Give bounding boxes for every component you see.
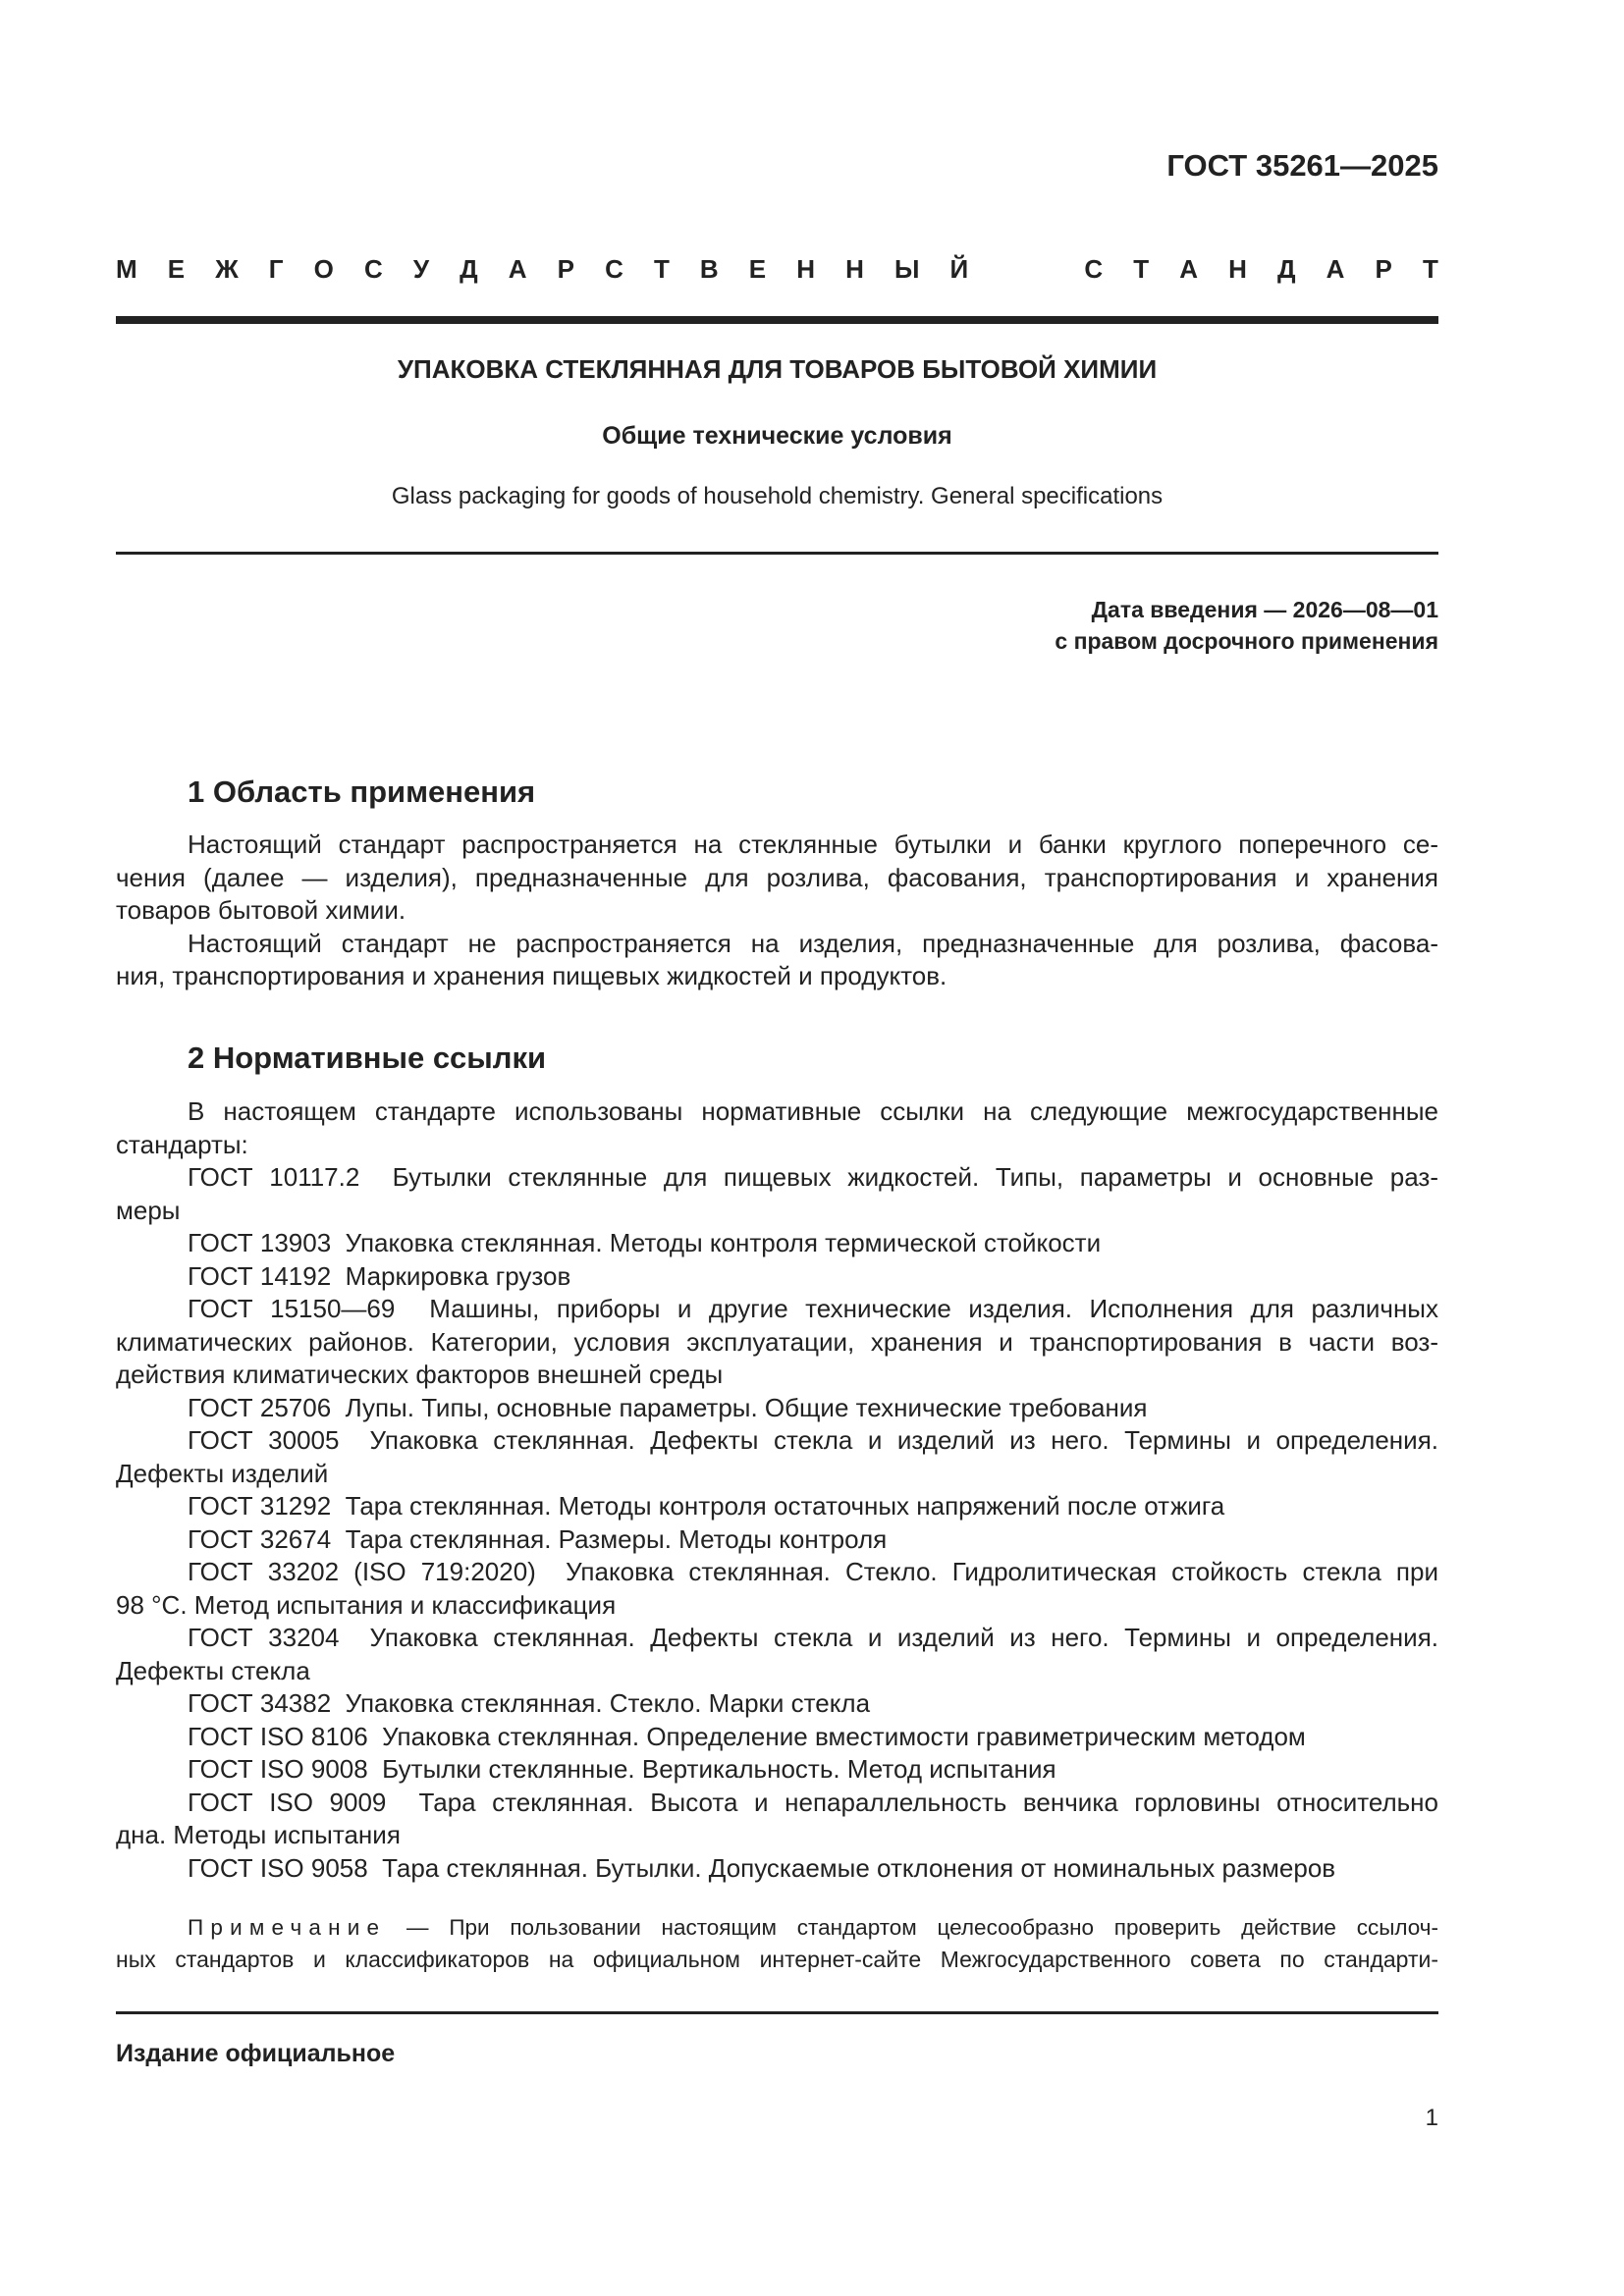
banner-letter: Р — [557, 254, 574, 284]
note-block — [116, 1912, 1438, 1975]
document-subtitle: Общие технические условия — [602, 422, 952, 450]
reference-code: ГОСТ ISO 9008 — [188, 1754, 368, 1784]
section-2-intro-line: В настоящем стандарте использованы нормативные ссылки на следующие межгосударственные — [188, 1096, 1438, 1126]
reference-title: Упаковка стеклянная. Определение вместимости гравиметрическим методом — [382, 1721, 1306, 1751]
introduction-date-block — [1055, 594, 1438, 657]
reference-line — [116, 1392, 1438, 1425]
header-rule — [116, 316, 1438, 324]
banner-letter: А — [508, 254, 527, 284]
reference-title: Упаковка стеклянная. Дефекты стекла и изделий из него. Термины и определения. — [369, 1623, 1438, 1652]
introduction-date: Дата введения — 2026—08—01 — [1091, 597, 1438, 622]
reference-title: Бутылки стеклянные. Вертикальность. Метод испытания — [382, 1754, 1056, 1784]
note-line — [116, 1944, 1438, 1975]
reference-code: ГОСТ 14192 — [188, 1260, 332, 1291]
banner-letter: Е — [167, 254, 186, 284]
footer-rule — [116, 2011, 1438, 2014]
banner-letter: С — [363, 254, 383, 284]
title-rule — [116, 552, 1438, 555]
page-number: 1 — [1425, 2105, 1438, 2131]
reference-line — [116, 1687, 1438, 1721]
reference-code: ГОСТ 30005 — [188, 1425, 340, 1455]
banner-letter: А — [1179, 254, 1199, 284]
reference-code: ГОСТ 33204 — [188, 1623, 340, 1652]
section-1-paragraph-2-line: Настоящий стандарт не распространяется на изделия, предназначенные для розлива, фасова- — [188, 928, 1438, 958]
banner-letter: Р — [1375, 254, 1392, 284]
reference-title: Упаковка стеклянная. Стекло. Марки стекла — [345, 1688, 871, 1718]
standard-banner — [116, 254, 1438, 284]
note-text: — При пользовании настоящим стандартом целесообразно проверить действие ссылоч- — [406, 1915, 1438, 1940]
reference-line — [116, 1589, 1438, 1623]
reference-title: 98 °С. Метод испытания и классификация — [116, 1589, 617, 1620]
banner-letter: Т — [1422, 254, 1438, 284]
reference-title: Упаковка стеклянная. Стекло. Гидролитическая стойкость стекла при — [566, 1557, 1438, 1586]
note-label: Примечание — [188, 1915, 387, 1940]
reference-title: Тара стеклянная. Бутылки. Допускаемые отклонения от номинальных размеров — [382, 1852, 1336, 1883]
reference-title: Тара стеклянная. Высота и непараллельность венчика горловины относительно — [418, 1787, 1438, 1817]
reference-line — [116, 1424, 1438, 1458]
banner-letter: В — [699, 254, 719, 284]
banner-letter: Г — [268, 254, 284, 284]
reference-code: ГОСТ 33202 (ISO 719:2020) — [188, 1557, 536, 1586]
reference-title: Дефекты стекла — [116, 1655, 310, 1685]
reference-code: ГОСТ 32674 — [188, 1523, 332, 1554]
banner-letter: Е — [748, 254, 767, 284]
reference-title: меры — [116, 1195, 181, 1225]
reference-line — [116, 1260, 1438, 1294]
reference-line — [116, 1293, 1438, 1326]
reference-line — [116, 1227, 1438, 1260]
reference-code: ГОСТ 31292 — [188, 1491, 332, 1521]
banner-letter: А — [1326, 254, 1345, 284]
banner-letter: Ы — [893, 254, 920, 284]
banner-letter: У — [412, 254, 430, 284]
banner-gap — [999, 254, 1054, 284]
reference-line — [116, 1490, 1438, 1523]
reference-title: Лупы. Типы, основные параметры. Общие технические требования — [345, 1392, 1148, 1422]
banner-letter: Н — [1228, 254, 1247, 284]
note-text: ных стандартов и классификаторов на официальном интернет-сайте Межгосударственного совета по стандарти- — [116, 1947, 1438, 1972]
reference-title: климатических районов. Категории, условия эксплуатации, хранения и транспортирования в части воз- — [116, 1326, 1438, 1357]
reference-line — [116, 1161, 1438, 1195]
reference-line — [116, 1852, 1438, 1886]
early-application-note: с правом досрочного применения — [1055, 628, 1438, 654]
reference-code: ГОСТ 10117.2 — [188, 1162, 360, 1192]
reference-title: действия климатических факторов внешней среды — [116, 1360, 724, 1389]
reference-line — [116, 1523, 1438, 1557]
document-number: ГОСТ 35261—2025 — [1166, 148, 1438, 183]
banner-letter: Д — [1277, 254, 1296, 284]
reference-line — [116, 1721, 1438, 1754]
document-title: УПАКОВКА СТЕКЛЯННАЯ ДЛЯ ТОВАРОВ БЫТОВОЙ ХИМИИ — [397, 354, 1158, 384]
note-line — [116, 1912, 1438, 1944]
reference-line — [116, 1622, 1438, 1655]
banner-letter: М — [116, 254, 137, 284]
section-1-heading: 1 Область применения — [188, 774, 536, 809]
banner-letter: О — [313, 254, 334, 284]
banner-letter: Т — [1133, 254, 1150, 284]
reference-title: Бутылки стеклянные для пищевых жидкостей. Типы, параметры и основные раз- — [392, 1162, 1438, 1192]
reference-code: ГОСТ 13903 — [188, 1228, 332, 1257]
reference-line — [116, 1556, 1438, 1589]
reference-title: Тара стеклянная. Размеры. Методы контроля — [345, 1523, 888, 1554]
section-1-paragraph-1-line: Настоящий стандарт распространяется на стеклянные бутылки и банки круглого поперечного се- — [188, 829, 1438, 859]
reference-code: ГОСТ 15150—69 — [188, 1294, 396, 1323]
banner-letter: Т — [653, 254, 670, 284]
reference-code: ГОСТ ISO 9058 — [188, 1852, 368, 1883]
banner-letter: С — [605, 254, 623, 284]
section-2-heading: 2 Нормативные ссылки — [188, 1041, 547, 1075]
reference-line — [116, 1787, 1438, 1820]
section-2-body — [116, 1095, 1438, 1885]
section-1-body — [116, 828, 1438, 993]
edition-label: Издание официальное — [116, 2040, 396, 2067]
banner-letter: С — [1084, 254, 1104, 284]
reference-title: дна. Методы испытания — [116, 1820, 401, 1849]
reference-line — [116, 1753, 1438, 1787]
reference-line — [116, 1819, 1438, 1852]
banner-letter: Н — [845, 254, 864, 284]
reference-title: Тара стеклянная. Методы контроля остаточных напряжений после отжига — [345, 1491, 1225, 1521]
reference-code: ГОСТ 34382 — [188, 1688, 332, 1718]
reference-title: Дефекты изделий — [116, 1458, 329, 1488]
banner-letter: Ж — [215, 254, 239, 284]
section-2-intro-line: стандарты: — [116, 1129, 248, 1159]
section-1-paragraph-1-line: товаров бытовой химии. — [116, 895, 406, 925]
reference-code: ГОСТ ISO 9009 — [188, 1787, 387, 1817]
section-1-paragraph-1-line: чения (далее — изделия), предназначенные для розлива, фасования, транспортирования и хранения — [116, 862, 1438, 892]
banner-letter: Н — [796, 254, 816, 284]
reference-line — [116, 1359, 1438, 1392]
reference-title: Упаковка стеклянная. Дефекты стекла и изделий из него. Термины и определения. — [369, 1425, 1438, 1455]
reference-title: Машины, приборы и другие технические изделия. Исполнения для различных — [429, 1294, 1438, 1323]
document-subtitle-english: Glass packaging for goods of household chemistry. General specifications — [391, 483, 1164, 509]
reference-line — [116, 1655, 1438, 1688]
reference-title: Упаковка стеклянная. Методы контроля термической стойкости — [345, 1228, 1102, 1257]
reference-line — [116, 1195, 1438, 1228]
reference-code: ГОСТ 25706 — [188, 1392, 332, 1422]
reference-line — [116, 1326, 1438, 1360]
section-1-paragraph-2-line: ния, транспортирования и хранения пищевых жидкостей и продуктов. — [116, 961, 947, 990]
banner-letter: Д — [460, 254, 478, 284]
reference-line — [116, 1458, 1438, 1491]
reference-title: Маркировка грузов — [345, 1260, 571, 1291]
banner-letter: Й — [949, 254, 969, 284]
reference-code: ГОСТ ISO 8106 — [188, 1721, 368, 1751]
